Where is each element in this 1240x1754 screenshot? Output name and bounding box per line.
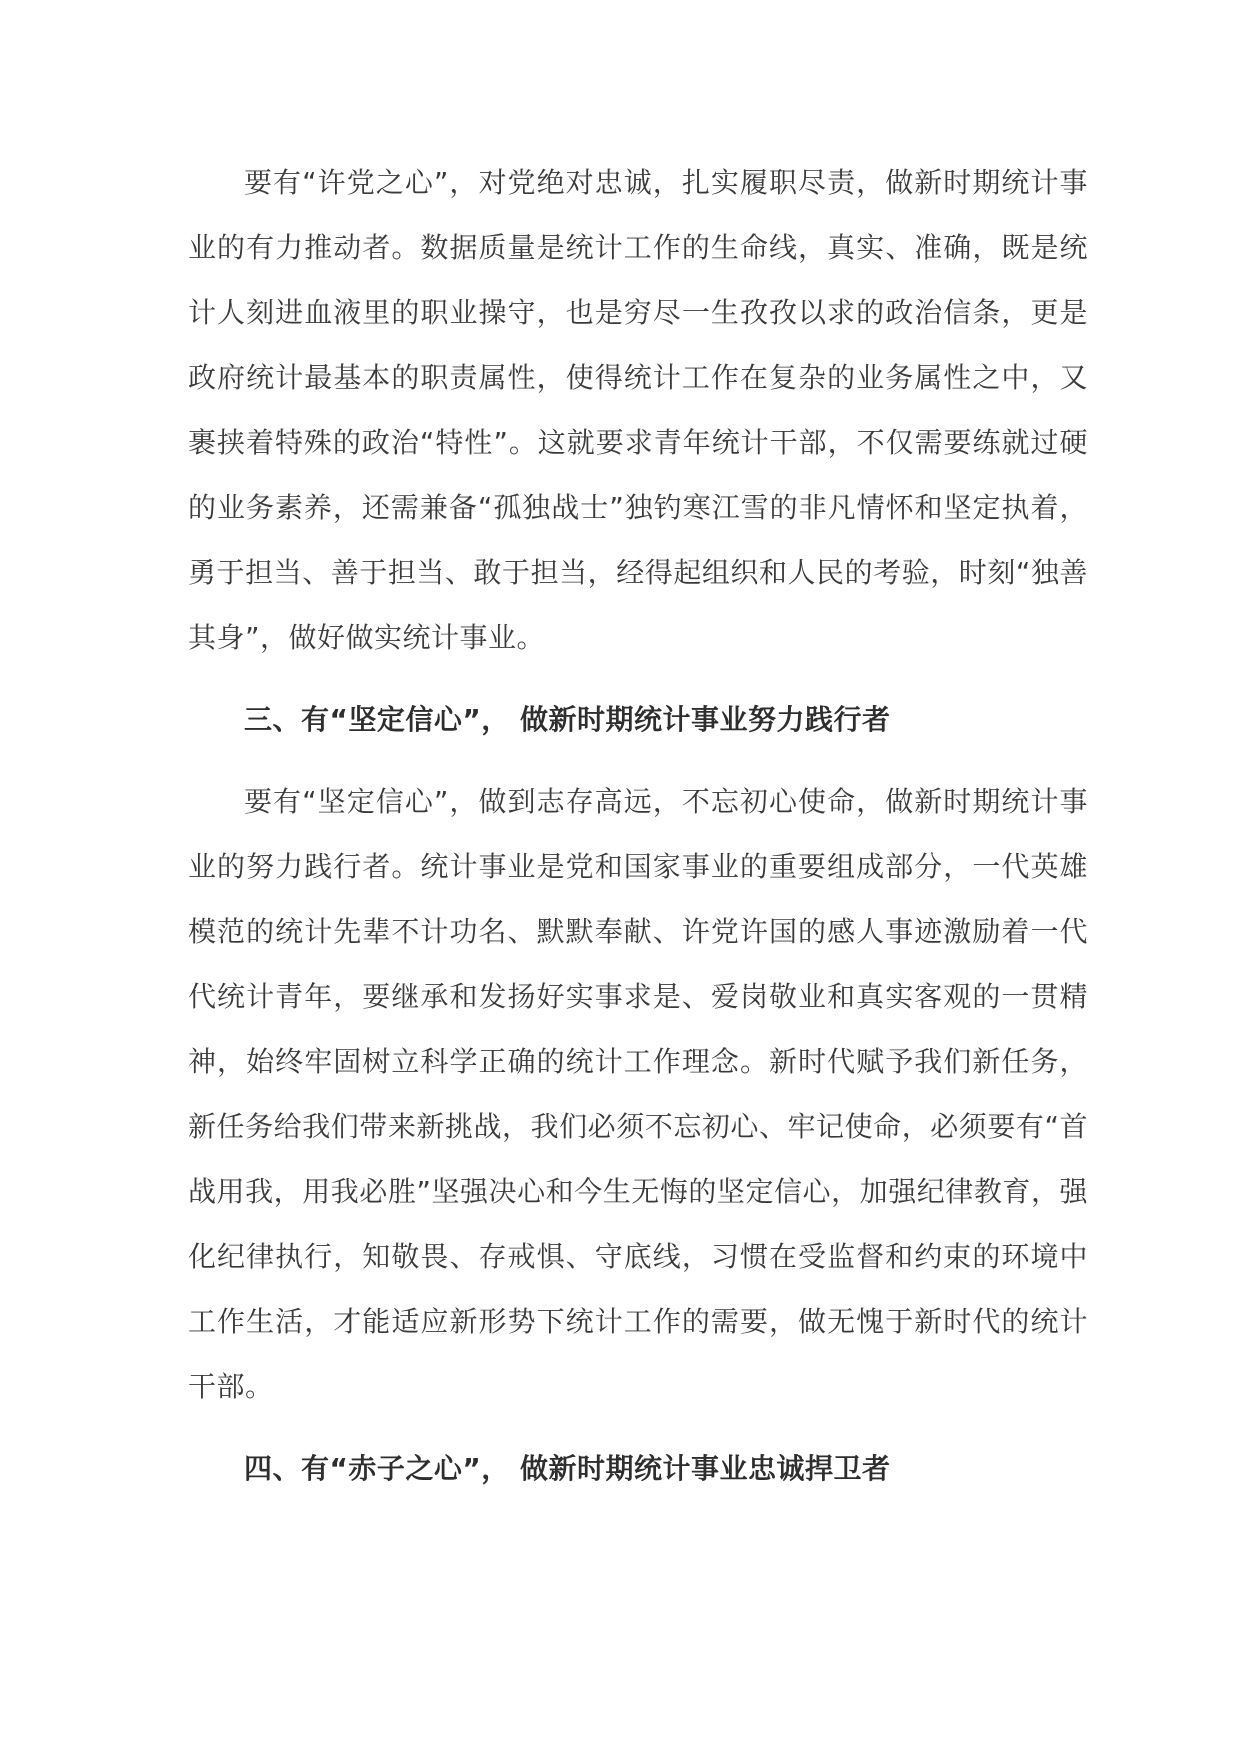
paragraph-loyal-heart: 要有“许党之心”，对党绝对忠诚，扎实履职尽责，做新时期统计事业的有力推动者。数据质量是统计工作的生命线，真实、准确，既是统计人刻进血液里的职业操守，也是穷尽一生孜孜以求的政治信条，更是政府统计最基本的职责属性，使得统计工作在复杂的业务属性之中，又裹挟着特殊的政治“特性”。这就要求青年统计干部，不仅需要练就过硬的业务素养，还需兼备“孤独战士”独钓寒江雪的非凡情怀和坚定执着，勇于担当、善于担当、敢于担当，经得起组织和人民的考验，时刻“独善其身”，做好做实统计事业。 bbox=[188, 166, 1088, 654]
paragraph-firm-confidence: 要有“坚定信心”，做到志存高远，不忘初心使命，做新时期统计事业的努力践行者。统计事业是党和国家事业的重要组成部分，一代英雄模范的统计先辈不计功名、默默奉献、许党许国的感人事迹激励着一代代统计青年，要继承和发扬好实事求是、爱岗敬业和真实客观的一贯精神，始终牢固树立科学正确的统计工作理念。新时代赋予我们新任务，新任务给我们带来新挑战，我们必须不忘初心、牢记使命，必须要有“首战用我，用我必胜”坚强决心和今生无悔的坚定信心，加强纪律教育，强化纪律执行，知敬畏、存戒惧、守底线，习惯在受监督和约束的环境中工作生活，才能适应新形势下统计工作的需要，做无愧于新时代的统计干部。 bbox=[188, 785, 1088, 1403]
section-heading-4: 四、有“赤子之心”， 做新时期统计事业忠诚捍卫者 bbox=[244, 1452, 891, 1485]
document-page bbox=[188, 150, 1088, 1501]
section-heading-3: 三、有“坚定信心”， 做新时期统计事业努力践行者 bbox=[244, 703, 891, 736]
